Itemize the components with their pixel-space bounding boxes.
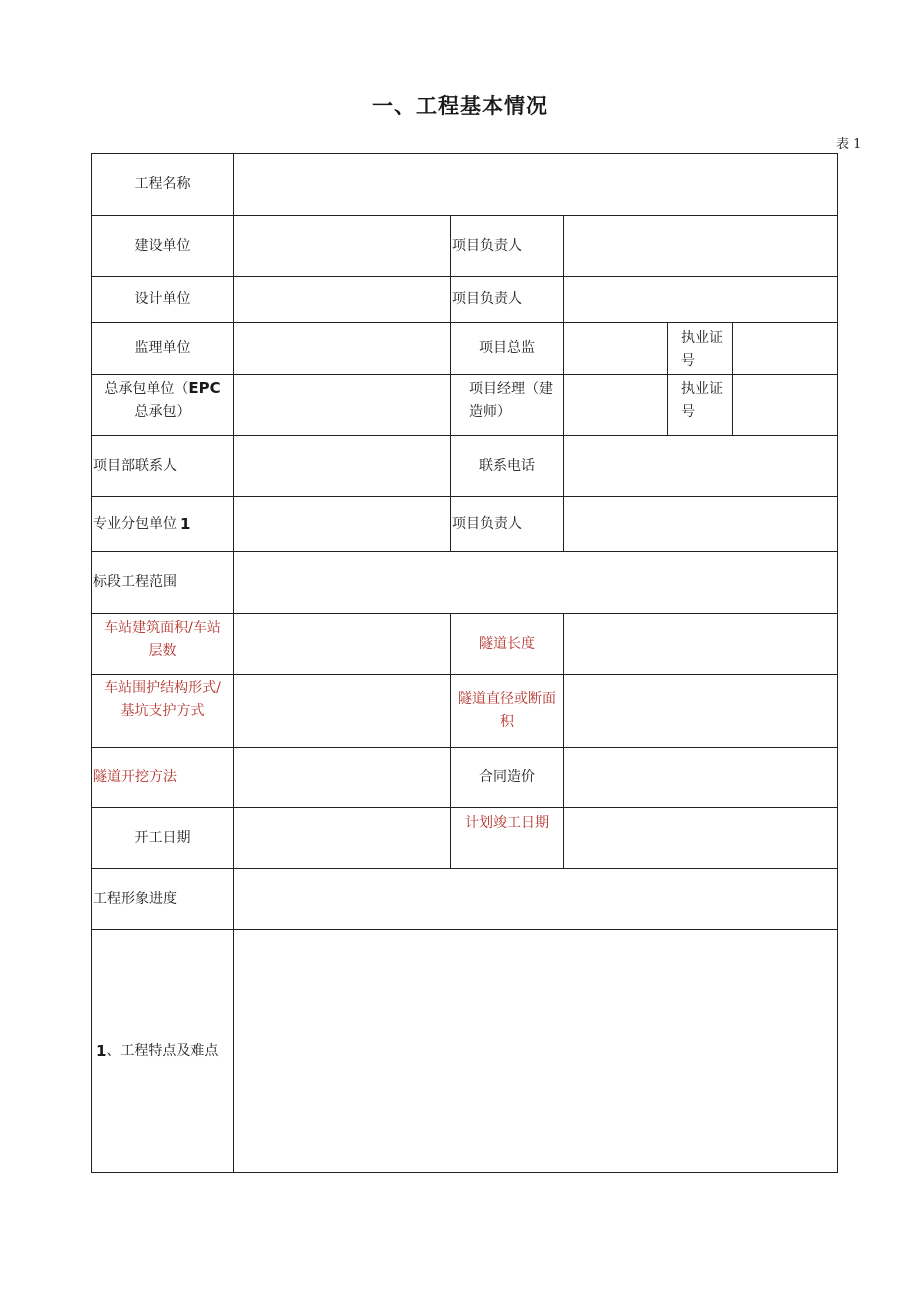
- station-area-field[interactable]: [233, 613, 451, 675]
- label-subcontractor: 专业分包单位 1: [91, 496, 234, 552]
- planned-completion-field[interactable]: [563, 807, 838, 869]
- start-date-field[interactable]: [233, 807, 451, 869]
- project-name-field[interactable]: [233, 153, 838, 216]
- label-station-support: 车站围护结构形式/ 基坑支护方式: [91, 674, 234, 748]
- contract-price-field[interactable]: [563, 747, 838, 808]
- label-supervision-unit: 监理单位: [91, 322, 234, 375]
- tunnel-diameter-field[interactable]: [563, 674, 838, 748]
- label-pm-license: 执业证 号: [667, 374, 733, 436]
- label-design-pm: 项目负责人: [450, 276, 564, 323]
- construction-pm-field[interactable]: [563, 215, 838, 277]
- supervision-unit-field[interactable]: [233, 322, 451, 375]
- label-station-area: 车站建筑面积/车站 层数: [91, 613, 234, 675]
- label-chief-supervisor: 项目总监: [450, 322, 564, 375]
- label-project-name: 工程名称: [91, 153, 234, 216]
- design-unit-field[interactable]: [233, 276, 451, 323]
- label-tunnel-diameter: 隧道直径或断面 积: [450, 674, 564, 748]
- design-pm-field[interactable]: [563, 276, 838, 323]
- label-planned-completion: 计划竣工日期: [450, 807, 564, 869]
- label-tunnel-length: 隧道长度: [450, 613, 564, 675]
- label-epc-contractor: 总承包单位（EPC 总承包）: [91, 374, 234, 436]
- dept-contact-field[interactable]: [233, 435, 451, 497]
- subcontractor-pm-field[interactable]: [563, 496, 838, 552]
- label-start-date: 开工日期: [91, 807, 234, 869]
- progress-field[interactable]: [233, 868, 838, 930]
- subcontractor-field[interactable]: [233, 496, 451, 552]
- project-manager-field[interactable]: [563, 374, 668, 436]
- station-support-field[interactable]: [233, 674, 451, 748]
- tunnel-length-field[interactable]: [563, 613, 838, 675]
- label-construction-pm: 项目负责人: [450, 215, 564, 277]
- page-title: 一、工程基本情况: [372, 94, 548, 118]
- chief-supervisor-field[interactable]: [563, 322, 668, 375]
- label-construction-unit: 建设单位: [91, 215, 234, 277]
- label-supervisor-license: 执业证 号: [667, 322, 733, 375]
- label-contract-price: 合同造价: [450, 747, 564, 808]
- section-scope-field[interactable]: [233, 551, 838, 614]
- construction-unit-field[interactable]: [233, 215, 451, 277]
- label-subcontractor-pm: 项目负责人: [450, 496, 564, 552]
- label-features: 1 、工程特点及难点: [91, 929, 234, 1173]
- label-progress: 工程形象进度: [91, 868, 234, 930]
- label-section-scope: 标段工程范围: [91, 551, 234, 614]
- label-contact-phone: 联系电话: [450, 435, 564, 497]
- label-project-manager: 项目经理（建 造师）: [450, 374, 564, 436]
- label-tunnel-excavation: 隧道开挖方法: [91, 747, 234, 808]
- features-field[interactable]: [233, 929, 838, 1173]
- epc-contractor-field[interactable]: [233, 374, 451, 436]
- table-number: 表 1: [836, 137, 862, 152]
- pm-license-field[interactable]: [732, 374, 838, 436]
- label-design-unit: 设计单位: [91, 276, 234, 323]
- tunnel-excavation-field[interactable]: [233, 747, 451, 808]
- contact-phone-field[interactable]: [563, 435, 838, 497]
- supervisor-license-field[interactable]: [732, 322, 838, 375]
- label-dept-contact: 项目部联系人: [91, 435, 234, 497]
